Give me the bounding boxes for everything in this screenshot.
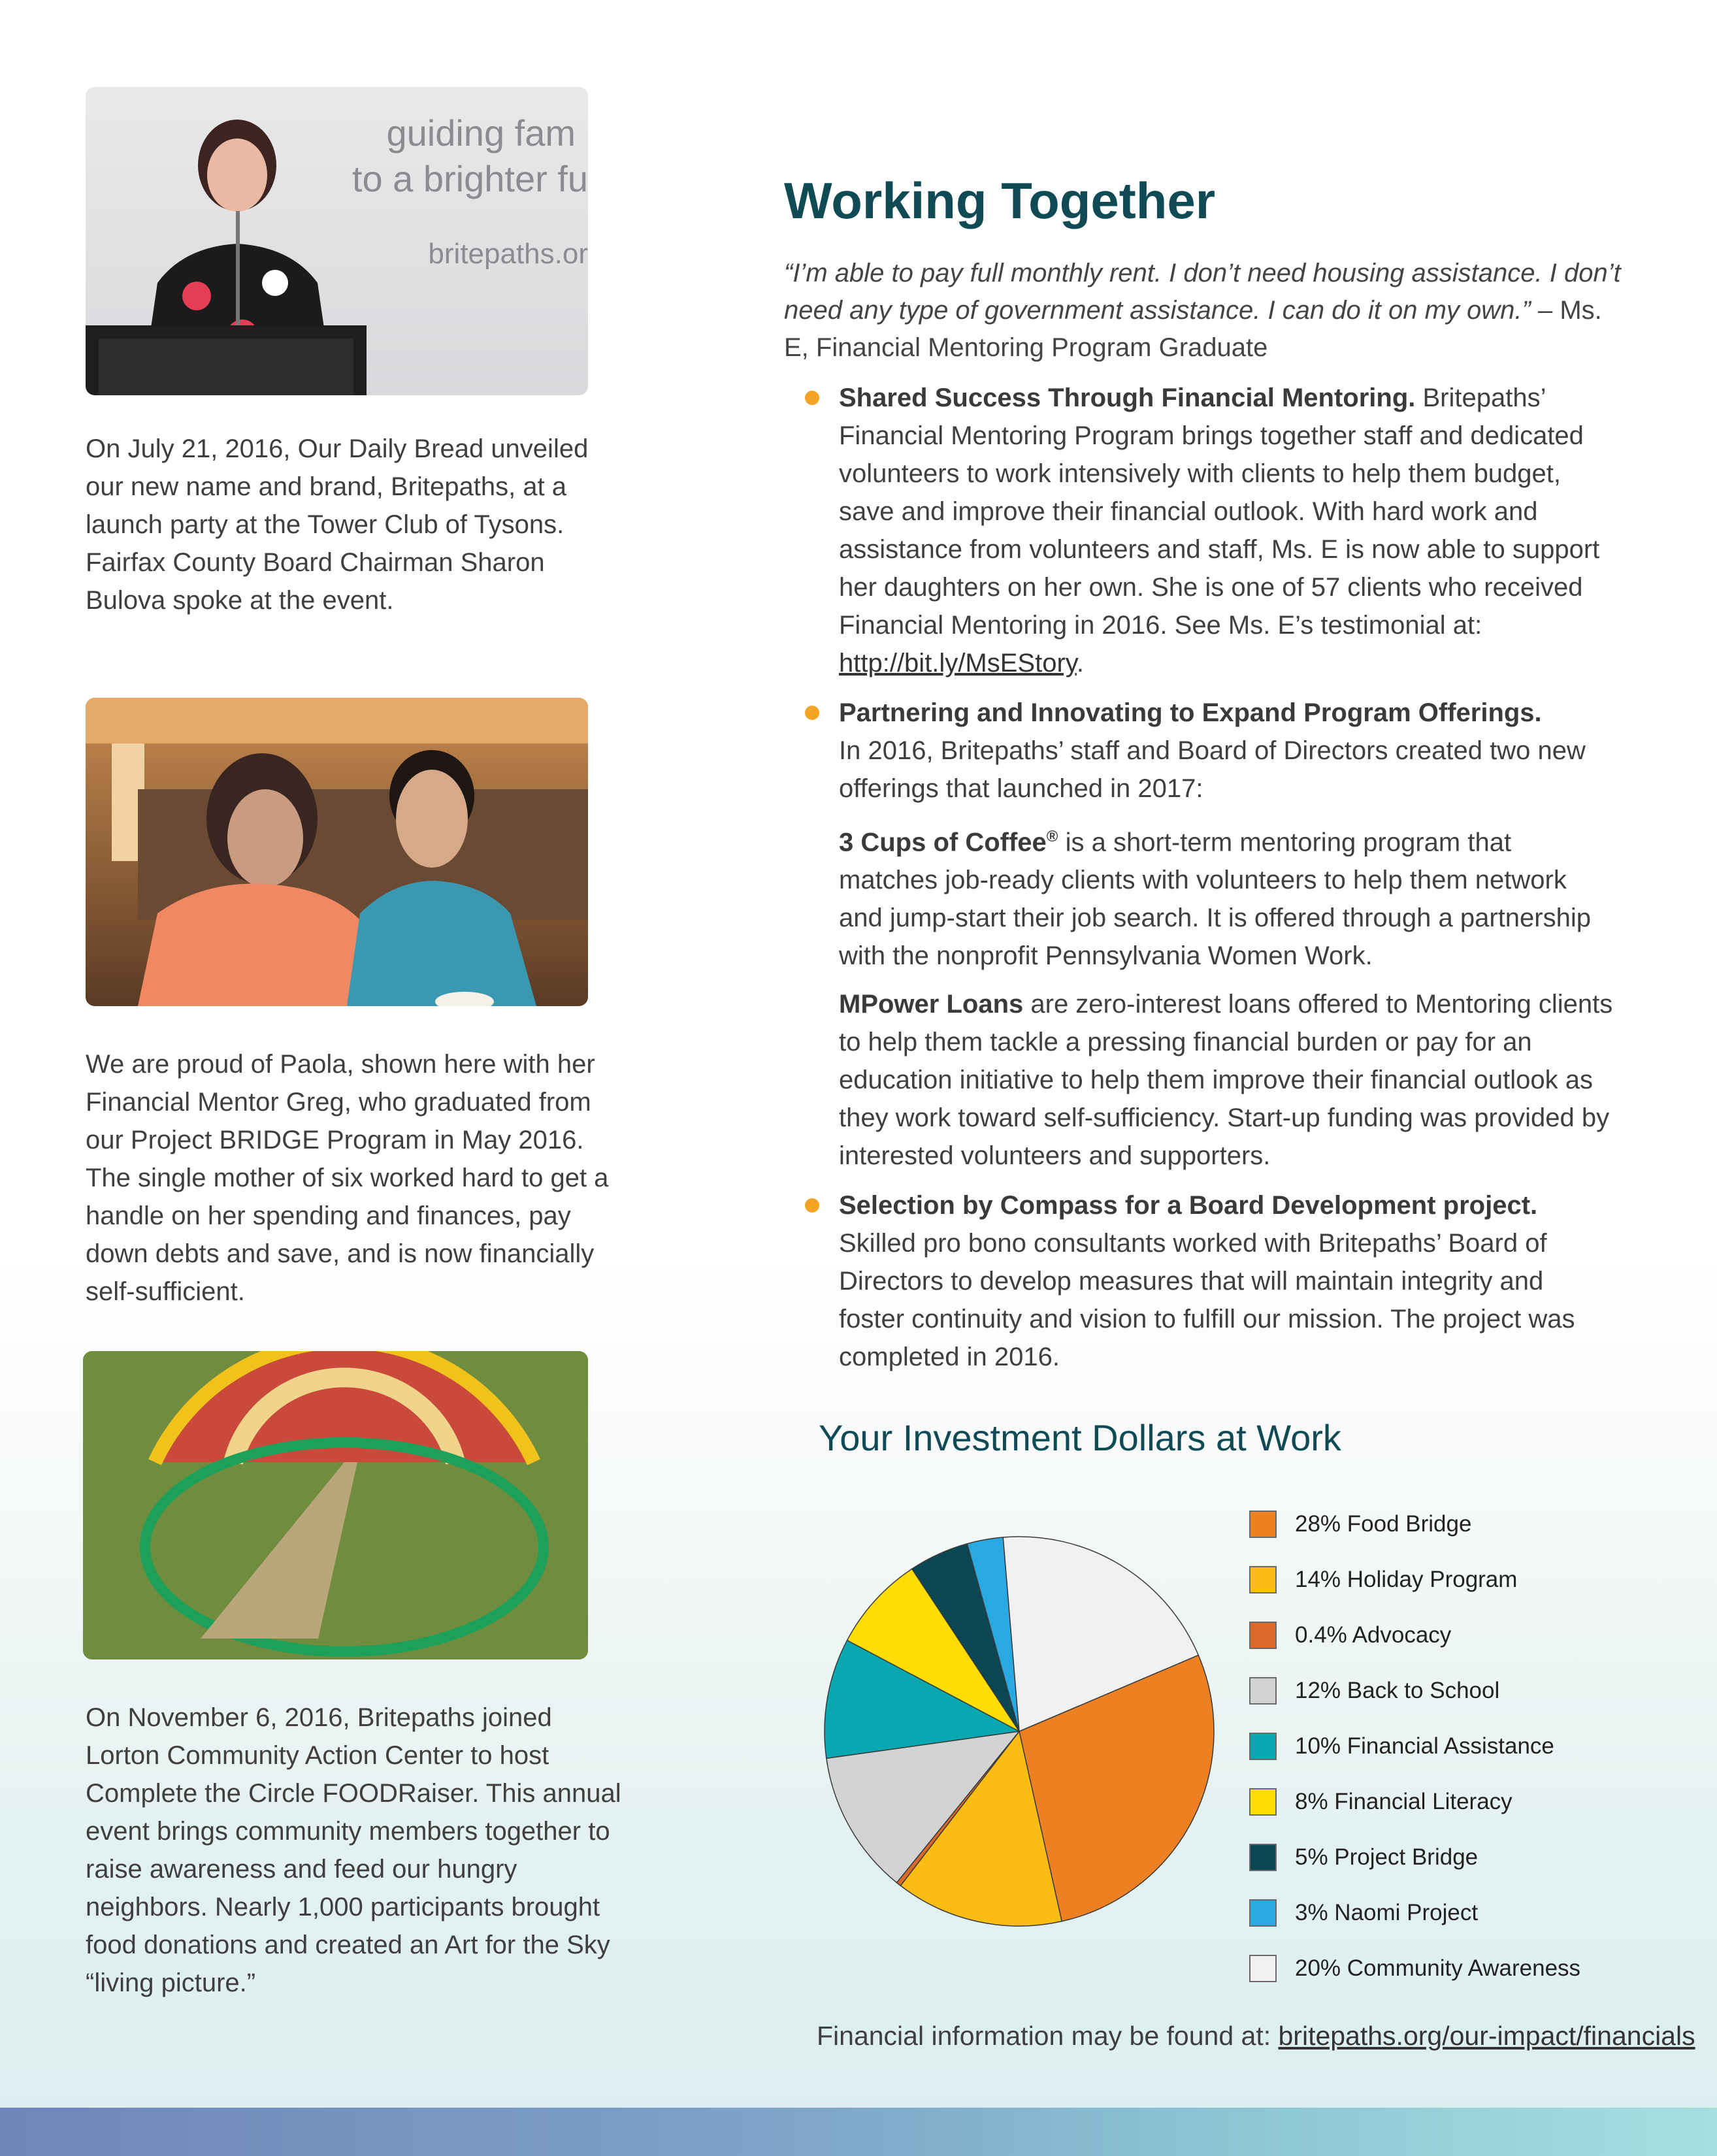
legend-label: 0.4% Advocacy: [1295, 1622, 1452, 1648]
legend-item: [1249, 1885, 1580, 1940]
financial-mentoring-paragraph: [839, 379, 1614, 682]
legend-label: 14% Holiday Program: [1295, 1566, 1518, 1592]
legend-swatch: [1249, 1622, 1277, 1649]
legend-item: [1249, 1829, 1580, 1885]
bullet-board-development: [784, 1186, 1614, 1376]
legend-swatch: [1249, 1511, 1277, 1538]
legend-item: [1249, 1663, 1580, 1718]
board-development-paragraph: [839, 1186, 1614, 1376]
legend-item: [1249, 1607, 1580, 1663]
chart-legend: [1249, 1496, 1580, 1996]
legend-swatch: [1249, 1844, 1277, 1871]
footer-color-bar: [0, 2108, 1717, 2156]
microphone-stand: [236, 211, 240, 342]
legend-label: 28% Food Bridge: [1295, 1511, 1472, 1537]
bullet-financial-mentoring: [784, 379, 1614, 682]
legend-label: 5% Project Bridge: [1295, 1844, 1479, 1870]
legend-item: [1249, 1552, 1580, 1607]
program-offerings-paragraph: [839, 694, 1614, 808]
paola-caption: We are proud of Paola, shown here with her Financial Mentor Greg, who graduated from our Project BRIDGE Program in May 2016. The single mother of six worked hard to get a handle on her spending and finances, pay down debts and save, and is now financially self-sufficient.: [86, 1050, 609, 1306]
legend-item: [1249, 1940, 1580, 1996]
legend-swatch: [1249, 1566, 1277, 1593]
testimonial-link[interactable]: http://bit.ly/MsEStory: [839, 649, 1077, 678]
legend-swatch: [1249, 1955, 1277, 1982]
financial-info-prefix: Financial information may be found at:: [817, 2021, 1279, 2051]
chart-title: Your Investment Dollars at Work: [819, 1417, 1341, 1458]
program-offerings-text: In 2016, Britepaths’ staff and Board of Directors created two new offerings that launched in 2017:: [839, 736, 1586, 803]
coffee-text: is a short-term mentoring program that matches job-ready clients with volunteers to help them network and jump-start their job search. It is offered through a partnership with the nonprofit Pennsylvania Women Work.: [839, 828, 1591, 971]
legend-label: 20% Community Awareness: [1295, 1955, 1581, 1981]
legend-item: [1249, 1496, 1580, 1552]
mpower-text: are zero-interest loans offered to Mentoring clients to help them tackle a pressing financial burden or pay for an education initiative to help them improve their financial outlook as they work toward self-sufficiency. Start-up funding was provided by interested volunteers and supporters.: [839, 990, 1613, 1171]
foodraiser-caption: On November 6, 2016, Britepaths joined Lorton Community Action Center to host Complete the Circle FOODRaiser. This annual event brings community members together to raise awareness and feed our hungry neighbors. Nearly 1,000 participants brought food donations and created an Art for the Sky “living picture.”: [86, 1703, 621, 1997]
launch-caption: On July 21, 2016, Our Daily Bread unveiled our new name and brand, Britepaths, at a launch party at the Tower Club of Tysons. Fairfax County Board Chairman Sharon Bulova spoke at the event.: [86, 434, 589, 615]
man-face: [396, 770, 468, 868]
initiatives-list: [784, 379, 1614, 1388]
foodraiser-aerial-photo: [83, 1351, 588, 1659]
legend-label: 3% Naomi Project: [1295, 1899, 1479, 1925]
banner-line-3: britepaths.or: [428, 238, 588, 270]
registered-mark: ®: [1046, 828, 1058, 845]
bullet-dot-icon: [805, 1198, 819, 1213]
quote-attribution: – Ms. E, Financial Mentoring Program Graduate: [784, 296, 1602, 362]
banner-line-1: guiding fam: [386, 112, 576, 154]
bullet-program-offerings: [784, 694, 1614, 1175]
legend-swatch: [1249, 1899, 1277, 1927]
banner-line-2: to a brighter fu: [352, 158, 588, 199]
legend-label: 8% Financial Literacy: [1295, 1788, 1513, 1814]
speaker-face: [207, 139, 267, 212]
woman-face: [227, 789, 303, 887]
launch-party-photo: [86, 87, 588, 395]
working-together-title: Working Together: [784, 172, 1216, 229]
financial-mentoring-heading: Shared Success Through Financial Mentoring.: [839, 384, 1416, 412]
legend-swatch: [1249, 1788, 1277, 1816]
financial-mentoring-end: .: [1076, 649, 1084, 678]
legend-label: 12% Back to School: [1295, 1677, 1500, 1703]
bullet-dot-icon: [805, 706, 819, 720]
legend-swatch: [1249, 1677, 1277, 1705]
legend-item: [1249, 1774, 1580, 1829]
quote-text: “I’m able to pay full monthly rent. I don’t need housing assistance. I don’t need any type of government assistance. I can do it on my own.”: [784, 259, 1621, 325]
bullet-dot-icon: [805, 391, 819, 405]
mpower-heading: MPower Loans: [839, 990, 1024, 1019]
mpower-paragraph: [839, 985, 1614, 1175]
investment-pie-chart: [817, 1529, 1222, 1934]
financials-link[interactable]: britepaths.org/our-impact/financials: [1278, 2021, 1695, 2051]
testimonial-quote: [784, 255, 1633, 367]
coffee-heading: 3 Cups of Coffee: [839, 828, 1047, 857]
paola-greg-photo: [86, 698, 588, 1006]
legend-item: [1249, 1718, 1580, 1774]
program-offerings-heading: Partnering and Innovating to Expand Program Offerings.: [839, 698, 1542, 727]
board-development-heading: Selection by Compass for a Board Development project.: [839, 1191, 1538, 1220]
financial-info-note: [817, 2021, 1695, 2051]
board-development-text: Skilled pro bono consultants worked with Britepaths’ Board of Directors to develop measures that will maintain integrity and foster continuity and vision to fulfill our mission. The project was completed in 2016.: [839, 1229, 1575, 1372]
legend-swatch: [1249, 1733, 1277, 1760]
coffee-paragraph: [839, 818, 1614, 975]
legend-label: 10% Financial Assistance: [1295, 1733, 1554, 1759]
financial-mentoring-text: Britepaths’ Financial Mentoring Program brings together staff and dedicated volunteers to work intensively with clients to help them budget, save and improve their financial outlook. With hard work and assistance from volunteers and staff, Ms. E is now able to support her daughters on her own. She is one of 57 clients who received Financial Mentoring in 2016. See Ms. E’s testimonial at:: [839, 384, 1600, 640]
